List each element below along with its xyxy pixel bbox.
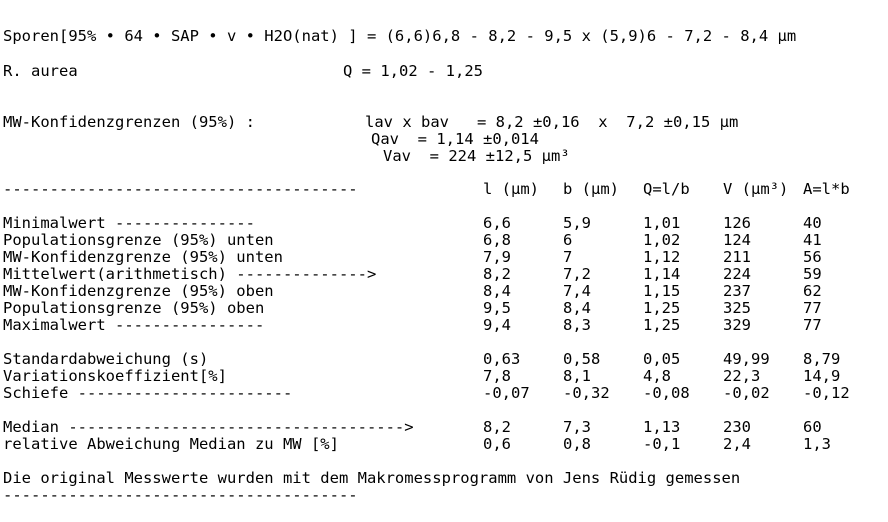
footer-note: Die original Messwerte wurden mit dem Makromessprogramm von Jens Rüdig gemessen [3,469,741,487]
cell-q: -0,08 [643,384,690,402]
cell-l: 9,5 [483,299,511,317]
cell-l: 8,4 [483,282,511,300]
cell-a: 56 [803,248,822,266]
row-label: relative Abweichung Median zu MW [%] [3,435,339,453]
cell-b: 5,9 [563,214,591,232]
cell-q: 1,25 [643,316,681,334]
cell-v: 211 [723,248,751,266]
table-row [0,351,888,368]
cell-b: 6 [563,231,573,249]
row-label: Variationskoeffizient[%] [3,367,227,385]
cell-v: 22,3 [723,367,761,385]
cell-b: 7,3 [563,418,591,436]
cell-a: 14,9 [803,367,841,385]
species-name: R. aurea [3,62,78,80]
cell-b: 8,3 [563,316,591,334]
column-header-q: Q=l/b [643,180,690,198]
cell-l: 8,2 [483,418,511,436]
table-row [0,283,888,300]
header-divider: -------------------------------------- [3,180,358,198]
cell-q: 1,15 [643,282,681,300]
cell-q: -0,1 [643,435,681,453]
column-header-b: b (µm) [563,180,619,198]
cell-q: 0,05 [643,350,681,368]
cell-l: 0,63 [483,350,521,368]
table-row [0,215,888,232]
row-label: MW-Konfidenzgrenze (95%) oben [3,282,274,300]
cell-a: 59 [803,265,822,283]
table-row [0,368,888,385]
table-row [0,436,888,453]
cell-q: 4,8 [643,367,671,385]
table-row [0,300,888,317]
cell-l: 0,6 [483,435,511,453]
cell-v: -0,02 [723,384,770,402]
table-row [0,266,888,283]
cell-v: 126 [723,214,751,232]
cell-v: 237 [723,282,751,300]
column-header-v: V (µm³) [723,180,789,198]
cell-l: 6,6 [483,214,511,232]
row-label: MW-Konfidenzgrenze (95%) unten [3,248,283,266]
table-row [0,249,888,266]
cell-l: 6,8 [483,231,511,249]
cell-v: 230 [723,418,751,436]
row-label: Minimalwert --------------- [3,214,255,232]
cell-a: 77 [803,299,822,317]
row-label: Populationsgrenze (95%) unten [3,231,274,249]
cell-v: 329 [723,316,751,334]
cell-b: 8,1 [563,367,591,385]
cell-a: 1,3 [803,435,831,453]
table-row [0,419,888,436]
q-range: Q = 1,02 - 1,25 [343,62,483,80]
lav-bav-line: lav x bav = 8,2 ±0,16 x 7,2 ±0,15 µm [365,113,739,131]
cell-v: 2,4 [723,435,751,453]
cell-b: 7,2 [563,265,591,283]
table-header-row [0,181,888,198]
row-label: Schiefe ----------------------- [3,384,293,402]
cell-a: 41 [803,231,822,249]
cell-b: 8,4 [563,299,591,317]
cell-b: 7,4 [563,282,591,300]
cell-a: -0,12 [803,384,850,402]
cell-l: 9,4 [483,316,511,334]
cell-l: 8,2 [483,265,511,283]
table-row [0,317,888,334]
row-label: Mittelwert(arithmetisch) --------------> [3,265,377,283]
row-label: Median ------------------------------------> [3,418,414,436]
table-row [0,232,888,249]
cell-b: -0,32 [563,384,610,402]
cell-v: 49,99 [723,350,770,368]
cell-l: -0,07 [483,384,530,402]
cell-a: 62 [803,282,822,300]
cell-q: 1,14 [643,265,681,283]
cell-v: 124 [723,231,751,249]
cell-q: 1,01 [643,214,681,232]
cell-v: 224 [723,265,751,283]
cell-v: 325 [723,299,751,317]
cell-l: 7,9 [483,248,511,266]
qav-line: Qav = 1,14 ±0,014 [371,130,539,148]
cell-b: 0,8 [563,435,591,453]
cell-b: 0,58 [563,350,601,368]
cell-a: 8,79 [803,350,841,368]
sporen-line: Sporen[95% • 64 • SAP • v • H2O(nat) ] = (6,6)6,8 - 8,2 - 9,5 x (5,9)6 - 7,2 - 8,4 µm [3,27,797,45]
cell-q: 1,25 [643,299,681,317]
footer-divider: -------------------------------------- [3,486,358,504]
table-row [0,385,888,402]
cell-b: 7 [563,248,573,266]
cell-a: 77 [803,316,822,334]
row-label: Maximalwert ---------------- [3,316,265,334]
row-label: Populationsgrenze (95%) oben [3,299,265,317]
cell-q: 1,13 [643,418,681,436]
confidence-label: MW-Konfidenzgrenzen (95%) : [3,113,255,131]
vav-line: Vav = 224 ±12,5 µm³ [383,147,570,165]
cell-l: 7,8 [483,367,511,385]
row-label: Standardabweichung (s) [3,350,209,368]
column-header-l: l (µm) [483,180,539,198]
cell-q: 1,02 [643,231,681,249]
cell-q: 1,12 [643,248,681,266]
column-header-a: A=l*b [803,180,850,198]
cell-a: 40 [803,214,822,232]
cell-a: 60 [803,418,822,436]
